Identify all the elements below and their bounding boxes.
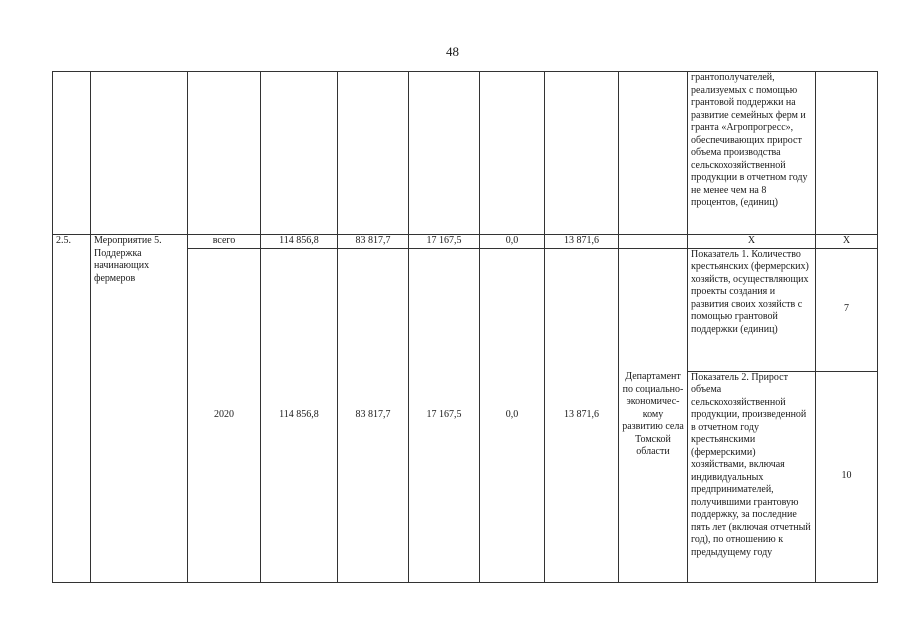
indicator-x: X [688,235,816,249]
item-number: 2.5. [53,235,91,583]
year-other-sum: 13 871,6 [545,248,619,582]
year-total-sum: 114 856,8 [261,248,338,582]
period-total: всего [188,235,261,249]
indicator-text-continued: грантополучателей, реализуемых с помощью грантовой поддержки на развитие семейных ферм и гранта «Агропрогресс», обеспечивающих прирост объема производства сельскохозяйственной продукции в отчетном году не менее чем на 8 процентов, (единиц) [688,72,816,235]
item-name: Мероприятие 5. Поддержка начинающих фермеров [91,235,188,583]
year-federal-sum: 83 817,7 [338,248,409,582]
value-x: X [816,235,878,249]
executor-total [619,235,688,249]
executor: Департамент по социально-экономичес-кому развитию села Томской области [619,248,688,582]
federal-sum: 83 817,7 [338,235,409,249]
page-number: 48 [446,44,459,59]
total-sum: 114 856,8 [261,235,338,249]
continuation-row [53,72,878,235]
year-regional-sum: 17 167,5 [409,248,480,582]
local-sum: 0,0 [480,235,545,249]
program-table [52,71,878,583]
item-total-row [53,235,878,249]
other-sum: 13 871,6 [545,235,619,249]
period-year: 2020 [188,248,261,582]
regional-sum: 17 167,5 [409,235,480,249]
year-local-sum: 0,0 [480,248,545,582]
indicator-2-text: Показатель 2. Прирост объема сельскохозяйственной продукции, произведенной в отчетном году крестьянскими (фермерскими) хозяйствами, включая индивидуальных предпринимателей, получившими грантовую поддержку, за последние пять лет (включая отчетный год), по отношению к предыдущему году [688,371,816,582]
indicator-1-text: Показатель 1. Количество крестьянских (фермерских) хозяйств, осуществляющих проекты создания и развития своих хозяйств с помощью грантовой поддержки (единиц) [688,248,816,371]
indicator-1-value: 7 [816,248,878,371]
indicator-2-value: 10 [816,371,878,582]
